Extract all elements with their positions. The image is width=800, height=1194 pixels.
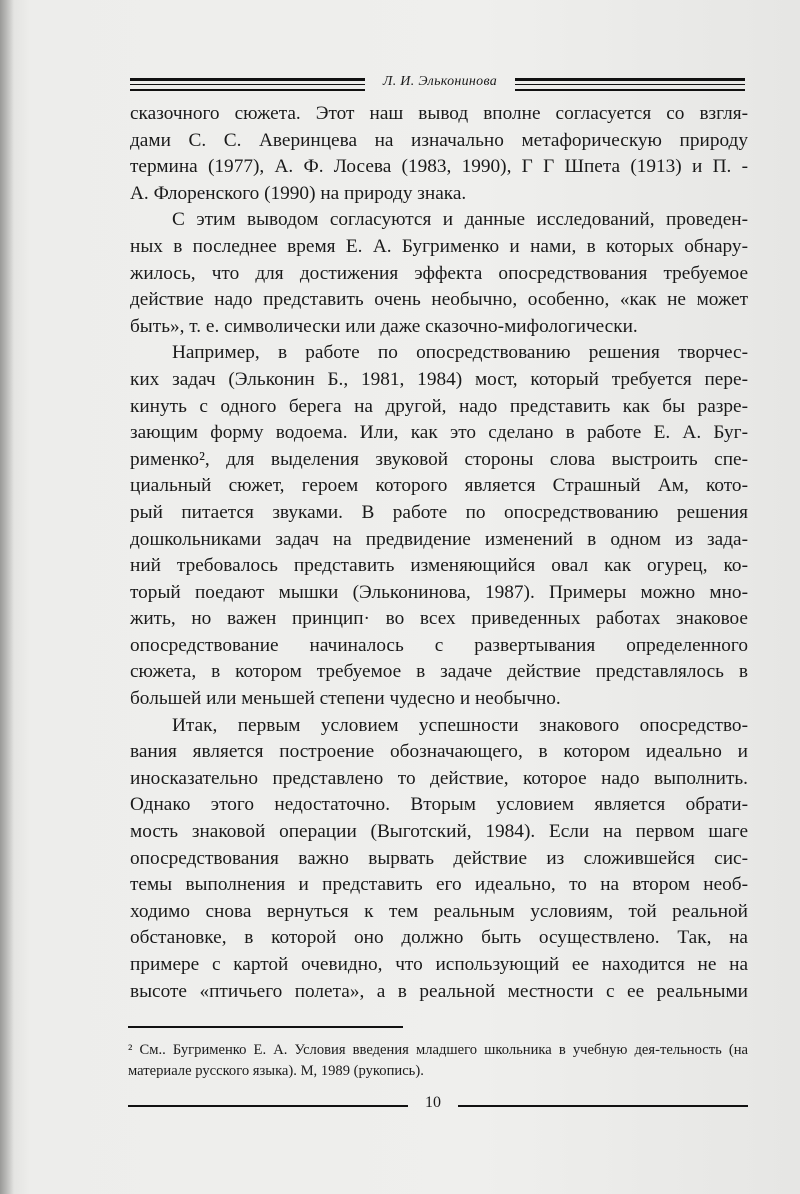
text-line: сюжета, в котором требуемое в задаче действие представлялось в	[130, 661, 748, 683]
footer-rule-right	[458, 1105, 748, 1107]
main-text	[130, 101, 748, 1005]
page-footer	[128, 1094, 748, 1118]
text-line: циальный сюжет, героем которого является Страшный Ам, кото-	[130, 475, 748, 497]
text-line: термина (1977), А. Ф. Лосева (1983, 1990), Г Г Шпета (1913) и П. -	[130, 156, 748, 178]
text-line: зающим форму водоема. Или, как это сделано в работе Е. А. Буг-	[130, 422, 748, 444]
text-line: ких задач (Эльконин Б., 1981, 1984) мост, который требуется пере-	[130, 368, 748, 390]
page-edge-shadow	[0, 0, 14, 1194]
text-line: С этим выводом согласуются и данные исследований, проведен-	[172, 209, 748, 231]
text-line: Однако этого недостаточно. Вторым условием является обрати-	[130, 794, 748, 816]
footer-rule-left	[128, 1105, 408, 1107]
text-line: ходимо снова вернуться к тем реальным условиям, той реальной	[130, 900, 748, 922]
text-line: дошкольниками задач на предвидение изменений в одном из зада-	[130, 528, 748, 550]
text-line: рименко², для выделения звуковой стороны слова выстроить спе-	[130, 448, 748, 470]
text-line: ний требовалось представить изменяющийся овал как огурец, ко-	[130, 555, 748, 577]
text-line: жилось, что для достижения эффекта опосредствования требуемое	[130, 262, 748, 284]
text-line: сказочного сюжета. Этот наш вывод вполне согласуется со взгля-	[130, 103, 748, 124]
paragraph-2	[130, 207, 748, 340]
header-rule-left	[130, 78, 365, 91]
footnote-separator	[128, 1026, 403, 1028]
text-line: опосредствование начиналось с развертывания определенного	[130, 634, 748, 656]
text-line: большей или меньшей степени чудесно и необычно.	[130, 688, 561, 710]
paragraph-1	[130, 101, 748, 207]
paragraph-3	[130, 340, 748, 712]
text-line: мость знаковой операции (Выготский, 1984). Если на первом шаге	[130, 821, 748, 843]
text-line: высоте «птичьего полета», а в реальной местности с ее реальными	[130, 980, 748, 1002]
text-line: иносказательно представлено то действие, которое надо выполнить.	[130, 767, 748, 789]
text-line: вания является построение обозначающего, в котором идеально и	[130, 741, 748, 763]
text-line: ных в последнее время Е. А. Бугрименко и нами, в которых обнару-	[130, 235, 748, 257]
header-rule-right	[515, 78, 745, 91]
page-number: 10	[425, 1094, 441, 1111]
text-line: темы выполнения и представить его идеально, то на втором необ-	[130, 874, 748, 896]
text-line: дами С. С. Аверинцева на изначально метафорическую природу	[130, 129, 748, 151]
text-line: быть», т. е. символически или даже сказочно-мифологически.	[130, 315, 638, 337]
text-line: торый поедают мышки (Эльконинова, 1987). Примеры можно мно-	[130, 581, 748, 603]
text-line: Например, в работе по опосредствованию решения творчес-	[172, 342, 748, 364]
running-head-title: Л. И. Эльконинова	[382, 74, 498, 89]
text-line: кинуть с одного берега на другой, надо представить как бы разре-	[130, 395, 748, 417]
text-line: опосредствования важно вырвать действие из сложившейся сис-	[130, 847, 748, 869]
text-line: рый питается звуками. В работе по опосредствованию решения	[130, 501, 748, 523]
text-line: обстановке, в которой оно должно быть осуществлено. Так, на	[130, 927, 748, 949]
footnote: ² См.. Бугрименко Е. А. Условия введения младшего школьника в учебную дея-тельность (на материале русского языка). М, 1989 (рукопись).	[128, 1042, 748, 1079]
paragraph-4	[130, 713, 748, 1006]
text-line: А. Флоренского (1990) на природу знака.	[130, 182, 467, 204]
text-line: Итак, первым условием успешности знакового опосредство-	[172, 714, 748, 736]
running-header	[130, 70, 745, 100]
text-line: примере с картой очевидно, что использующий ее находится не на	[130, 954, 748, 975]
text-line: жить, но важен принцип· во всех приведенных работах знаковое	[130, 608, 748, 630]
text-line: действие надо представить очень необычно, особенно, «как не может	[130, 289, 748, 311]
